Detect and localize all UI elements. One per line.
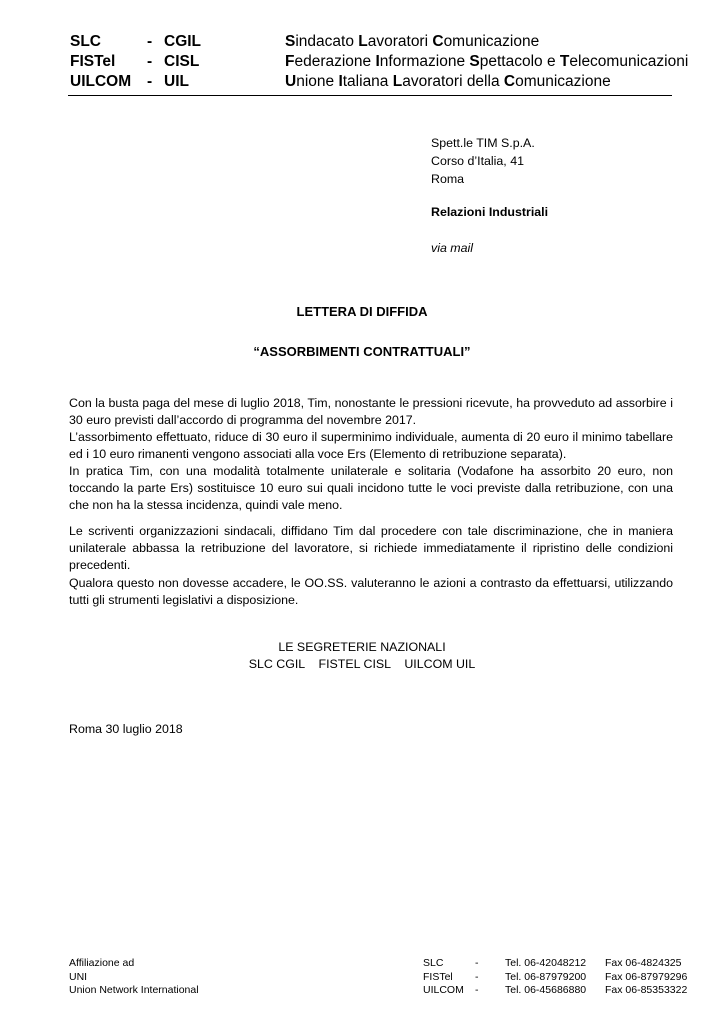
footer-affiliation-line: Affiliazione ad	[69, 957, 135, 969]
recipient-city: Roma	[431, 172, 465, 186]
header-dash: -	[147, 33, 153, 50]
footer-contact-tel: Tel. 06-87979200	[505, 970, 587, 983]
header-confederation: CGIL	[164, 33, 202, 50]
letter-subtitle: “ASSORBIMENTI CONTRATTUALI”	[253, 344, 471, 359]
header-org: UILCOM	[70, 73, 132, 90]
footer-affiliation-line: Union Network International	[69, 984, 199, 996]
recipient-name: Spett.le TIM S.p.A.	[431, 136, 535, 150]
footer-contacts	[423, 957, 687, 998]
header-fullname-fistel: Federazione Informazione Spettacolo e Telecomunicazioni	[285, 53, 689, 70]
footer-contact-fax: Fax 06-85353322	[605, 984, 688, 996]
body-paragraph: L’assorbimento effettuato, riduce di 30 euro il superminimo individuale, aumenta di 20 euro il minimo tabellare ed i 10 euro rimanenti vengono associati alla voce Ers (Elemento di retribuzione separata).	[69, 430, 673, 462]
letter-title: LETTERA DI DIFFIDA	[296, 304, 428, 319]
footer-affiliation-line: UNI	[69, 970, 88, 983]
footer-contact-dash: -	[475, 957, 479, 969]
body-paragraph: In pratica Tim, con una modalità totalmente unilaterale e solitaria (Vodafone ha assorbito 20 euro, non toccando la parte Ers) sostituisce 10 euro sui quali incidono tutte le voci previste dalla retribuzione, con una che non ha la stessa incidenza, quindi vale meno.	[69, 464, 673, 513]
footer-contact-row	[423, 957, 687, 971]
footer-contact-fax: Fax 06-87979296	[605, 970, 688, 983]
header-dash: -	[147, 73, 153, 90]
header-row-slc	[70, 32, 244, 52]
header-fullname-slc: Sindacato Lavoratori Comunicazione	[285, 33, 540, 50]
footer-contact-org: SLC	[423, 957, 444, 969]
header-confederation: UIL	[164, 73, 189, 90]
footer-contact-fax: Fax 06-4824325	[605, 957, 682, 969]
header-org: SLC	[70, 33, 101, 50]
footer-contact-row	[423, 984, 687, 998]
signature-title: LE SEGRETERIE NAZIONALI	[278, 640, 446, 654]
header-confederation: CISL	[164, 53, 200, 70]
header-row-fistel	[70, 52, 244, 72]
footer-contact-row	[423, 971, 687, 985]
signature-organizations: SLC CGIL FISTEL CISL UILCOM UIL	[248, 657, 476, 671]
footer-contact-dash: -	[475, 970, 479, 983]
footer-affiliation	[69, 957, 199, 998]
header-divider	[68, 95, 672, 96]
header-row-uilcom	[70, 72, 244, 92]
header-org: FISTel	[70, 53, 116, 70]
recipient-department: Relazioni Industriali	[431, 205, 549, 219]
letter-date: Roma 30 luglio 2018	[69, 722, 183, 736]
header-dash: -	[147, 53, 153, 70]
recipient-street: Corso d’Italia, 41	[431, 154, 524, 168]
footer-contact-org: UILCOM	[423, 984, 464, 996]
footer-contact-tel: Tel. 06-45686880	[505, 984, 587, 996]
header-union-full-names	[285, 32, 688, 92]
body-paragraph: Qualora questo non dovesse accadere, le OO.SS. valuteranno le azioni a contrasto da effettuarsi, utilizzando tutti gli strumenti legislativi a disposizione.	[69, 576, 673, 608]
footer-contact-tel: Tel. 06-42048212	[505, 957, 587, 969]
header-fullname-uilcom: Unione Italiana Lavoratori della Comunicazione	[285, 73, 611, 90]
footer-contact-org: FISTel	[423, 970, 453, 983]
body-paragraph: Con la busta paga del mese di luglio 2018, Tim, nonostante le pressioni ricevute, ha provveduto ad assorbire i 30 euro previsti dall’accordo di programma del novembre 2017.	[69, 396, 673, 428]
delivery-method: via mail	[431, 241, 473, 255]
footer-contact-dash: -	[475, 984, 479, 996]
body-paragraph: Le scriventi organizzazioni sindacali, diffidano Tim dal procedere con tale discriminazione, che in maniera unilaterale abbassa la retribuzione del lavoratore, si richiede immediatamente il ripristino delle condizioni precedenti.	[69, 524, 673, 573]
recipient-address	[431, 134, 535, 188]
header-union-acronyms	[70, 32, 244, 92]
